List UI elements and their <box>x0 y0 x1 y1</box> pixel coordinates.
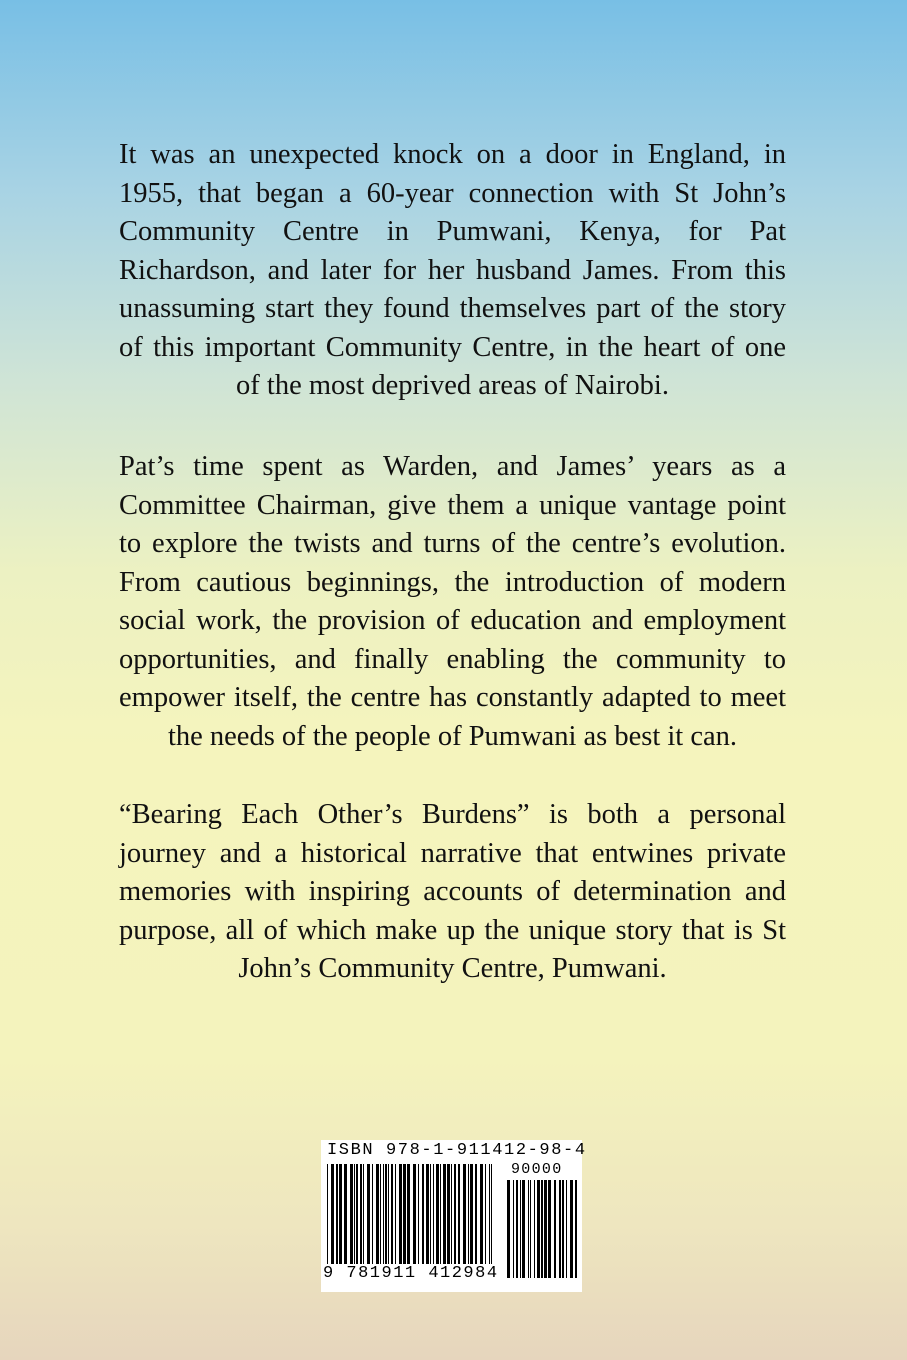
blurb-paragraph-3: “Bearing Each Other’s Burdens” is both a personal journey and a historical narrative that entwines private memories with inspiring accounts of determination and purpose, all of which make up the unique story that is St John’s Community Centre, Pumwani. <box>119 799 786 984</box>
addon-barcode-bars <box>507 1180 577 1278</box>
blurb-paragraph-1: It was an unexpected knock on a door in England, in 1955, that began a 60-year connection with St John’s Community Centre in Pumwani, Kenya, for Pat Richardson, and later for her husband James. From this unassuming start they found themselves part of the story of this important Community Centre, in the heart of one of the most deprived areas of Nairobi. <box>119 139 786 401</box>
barcode-bars <box>327 1164 495 1264</box>
barcode-digits: 9 781911 412984 <box>323 1264 499 1283</box>
isbn-barcode <box>321 1140 587 1292</box>
isbn-label: ISBN 978-1-911412-98-4 <box>327 1141 587 1160</box>
price-code: 90000 <box>511 1161 563 1178</box>
blurb-paragraph-2: Pat’s time spent as Warden, and James’ years as a Committee Chairman, give them a unique vantage point to explore the twists and turns of the centre’s evolution. From cautious beginnings, the introduction of modern social work, the provision of education and employment opportunities, and finally enabling the community to empower itself, the centre has constantly adapted to meet the needs of the people of Pumwani as best it can. <box>119 451 786 752</box>
